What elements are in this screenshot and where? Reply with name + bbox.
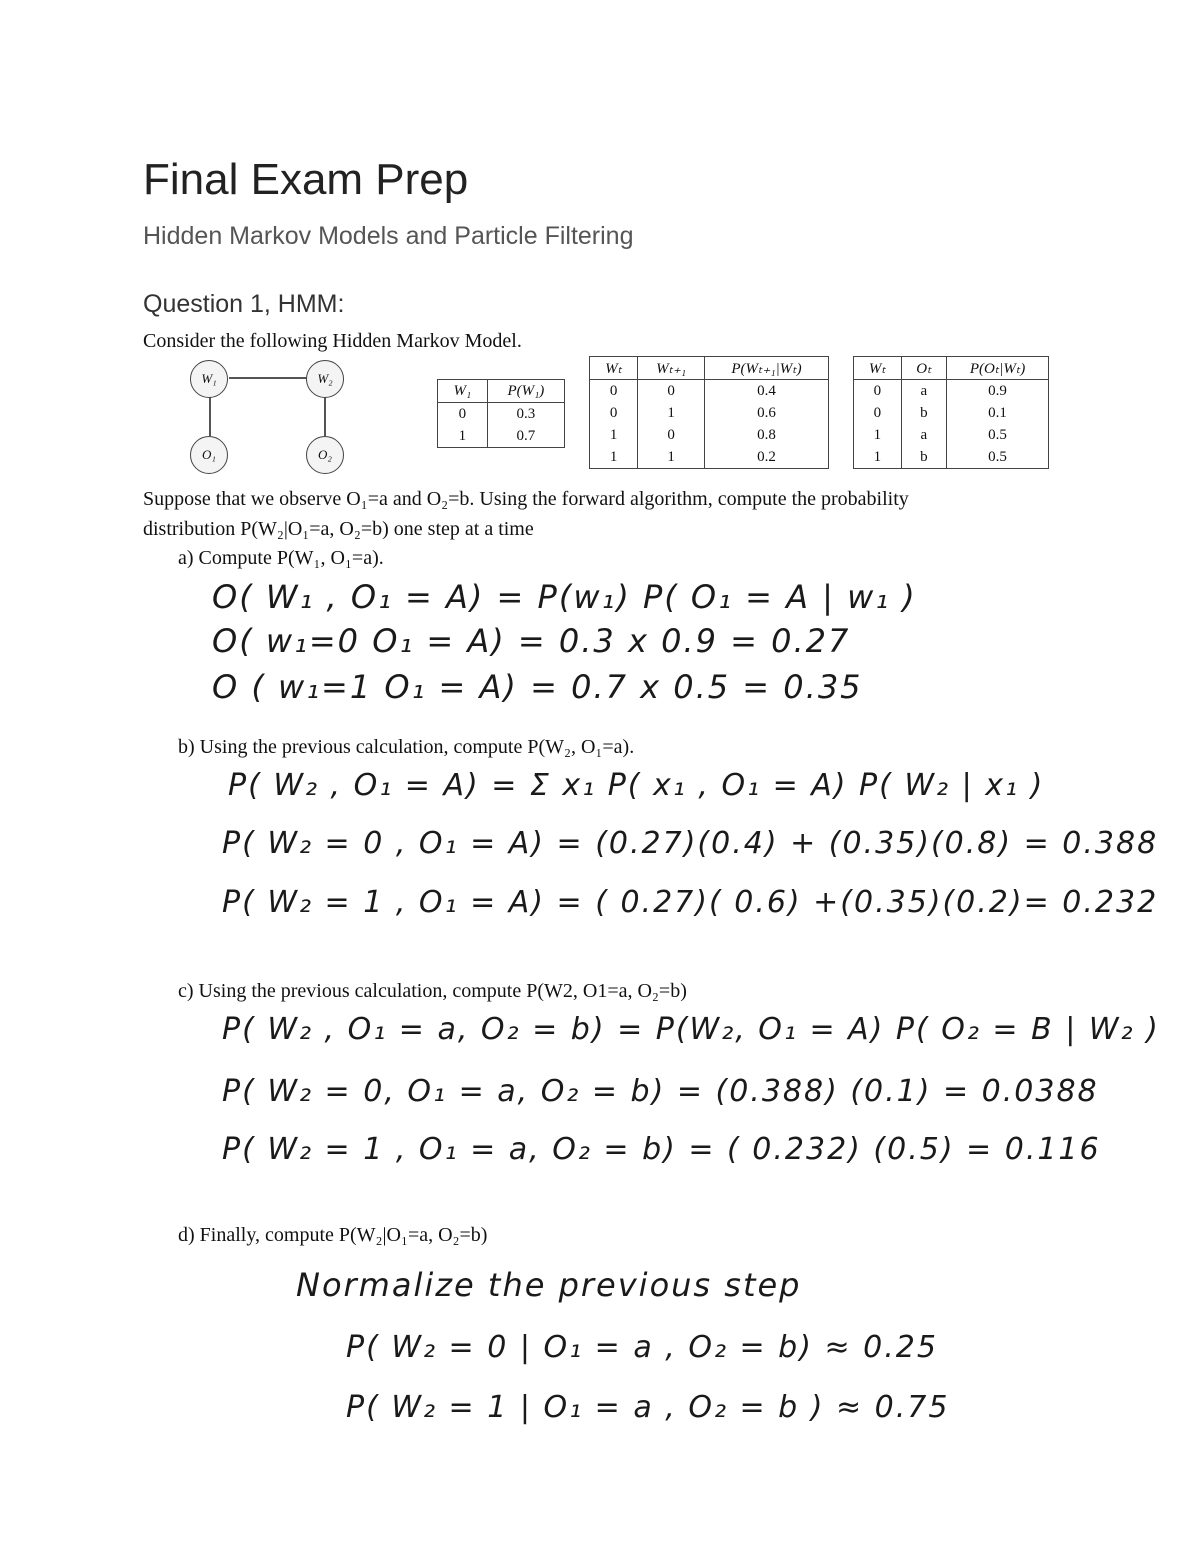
- table-cell: 1: [638, 446, 705, 469]
- page-title: Final Exam Prep: [143, 155, 469, 204]
- emission-table: [853, 356, 1049, 469]
- question-heading: Question 1, HMM:: [143, 290, 345, 318]
- table-header: P(Wₜ₊₁|Wₜ): [705, 357, 829, 380]
- table-cell: 1: [609, 448, 618, 465]
- part-d-prompt: d) Finally, compute P(W₂|O₁=a, O₂=b): [178, 1224, 488, 1246]
- table-cell: 1: [873, 426, 882, 443]
- table-row: [854, 446, 1049, 469]
- table-header: W₁: [438, 380, 488, 403]
- table-header: Wₜ₊₁: [638, 357, 705, 380]
- part-c-answer-line: P( W₂ = 1 , O₁ = a, O₂ = b) = ( 0.232) (0.5) = 0.116: [222, 1132, 1101, 1167]
- table-row: [438, 425, 565, 448]
- prior-table: [437, 379, 565, 448]
- table-cell: 0.2: [705, 446, 829, 469]
- table-row: [590, 446, 829, 469]
- part-b-answer-line: P( W₂ , O₁ = A) = Σ x₁ P( x₁ , O₁ = A) P( W₂ | x₁ ): [228, 768, 1045, 803]
- table-cell: 0.3: [487, 403, 564, 426]
- table-cell: 1: [873, 448, 882, 465]
- suppose-line-1: Suppose that we observe O₁=a and O₂=b. Using the forward algorithm, compute the probability: [143, 488, 909, 510]
- table-cell: b: [901, 402, 946, 424]
- edge-w1-w2: [229, 377, 307, 379]
- node-w2: W₂: [306, 360, 344, 398]
- table-cell: 0.8: [705, 424, 829, 446]
- table-cell: 0: [638, 424, 705, 446]
- transition-table: [589, 356, 829, 469]
- edge-w2-o2: [324, 396, 326, 436]
- table-cell: 0: [873, 404, 882, 421]
- part-a-prompt: a) Compute P(W₁, O₁=a).: [178, 547, 384, 569]
- suppose-line-2: distribution P(W₂|O₁=a, O₂=b) one step at a time: [143, 518, 534, 540]
- table-row: [854, 380, 1049, 403]
- part-a-answer-line: O( W₁ , O₁ = A) = P(w₁) P( O₁ = A | w₁ ): [212, 578, 917, 616]
- part-c-answer-line: P( W₂ , O₁ = a, O₂ = b) = P(W₂, O₁ = A) P( O₂ = B | W₂ ): [222, 1012, 1160, 1047]
- table-header: Oₜ: [901, 357, 946, 380]
- table-row: [854, 402, 1049, 424]
- node-w1: W₁: [190, 360, 228, 398]
- part-b-answer-line: P( W₂ = 0 , O₁ = A) = (0.27)(0.4) + (0.35)(0.8) = 0.388: [222, 826, 1159, 861]
- part-c-answer-line: P( W₂ = 0, O₁ = a, O₂ = b) = (0.388) (0.1) = 0.0388: [222, 1074, 1099, 1109]
- table-row: [590, 402, 829, 424]
- table-row: [854, 424, 1049, 446]
- table-cell: a: [901, 424, 946, 446]
- table-cell: 0: [458, 405, 467, 422]
- table-cell: 0: [609, 382, 618, 399]
- part-d-answer-line: P( W₂ = 0 | O₁ = a , O₂ = b) ≈ 0.25: [346, 1330, 938, 1365]
- node-o2: O₂: [306, 436, 344, 474]
- table-cell: a: [901, 380, 946, 403]
- table-row: [590, 424, 829, 446]
- table-cell: 1: [458, 427, 467, 444]
- table-cell: 0.5: [947, 424, 1049, 446]
- part-b-prompt: b) Using the previous calculation, compute P(W₂, O₁=a).: [178, 736, 635, 758]
- part-c-prompt: c) Using the previous calculation, compute P(W2, O1=a, O₂=b): [178, 980, 687, 1002]
- node-o1: O₁: [190, 436, 228, 474]
- table-cell: 0: [638, 380, 705, 403]
- table-header: Wₜ: [590, 357, 638, 380]
- table-cell: 0.6: [705, 402, 829, 424]
- table-cell: 0.1: [947, 402, 1049, 424]
- part-d-answer-line: P( W₂ = 1 | O₁ = a , O₂ = b ) ≈ 0.75: [346, 1390, 950, 1425]
- table-row: [590, 380, 829, 403]
- part-b-answer-line: P( W₂ = 1 , O₁ = A) = ( 0.27)( 0.6) +(0.35)(0.2)= 0.232: [222, 885, 1159, 920]
- table-row: [438, 403, 565, 426]
- table-header: P(Oₜ|Wₜ): [947, 357, 1049, 380]
- table-cell: 0: [873, 382, 882, 399]
- table-header: Wₜ: [854, 357, 902, 380]
- edge-w1-o1: [209, 396, 211, 436]
- part-a-answer-line: O ( w₁=1 O₁ = A) = 0.7 x 0.5 = 0.35: [212, 668, 863, 706]
- table-cell: 0.5: [947, 446, 1049, 469]
- table-cell: 0.9: [947, 380, 1049, 403]
- table-cell: b: [901, 446, 946, 469]
- table-cell: 1: [638, 402, 705, 424]
- question-intro: Consider the following Hidden Markov Model.: [143, 330, 522, 352]
- table-header: P(W₁): [487, 380, 564, 403]
- table-cell: 1: [609, 426, 618, 443]
- table-cell: 0: [609, 404, 618, 421]
- part-a-answer-line: O( w₁=0 O₁ = A) = 0.3 x 0.9 = 0.27: [212, 622, 851, 660]
- table-cell: 0.4: [705, 380, 829, 403]
- page-subtitle: Hidden Markov Models and Particle Filtering: [143, 222, 634, 250]
- table-cell: 0.7: [487, 425, 564, 448]
- part-d-answer-line: Normalize the previous step: [296, 1266, 802, 1304]
